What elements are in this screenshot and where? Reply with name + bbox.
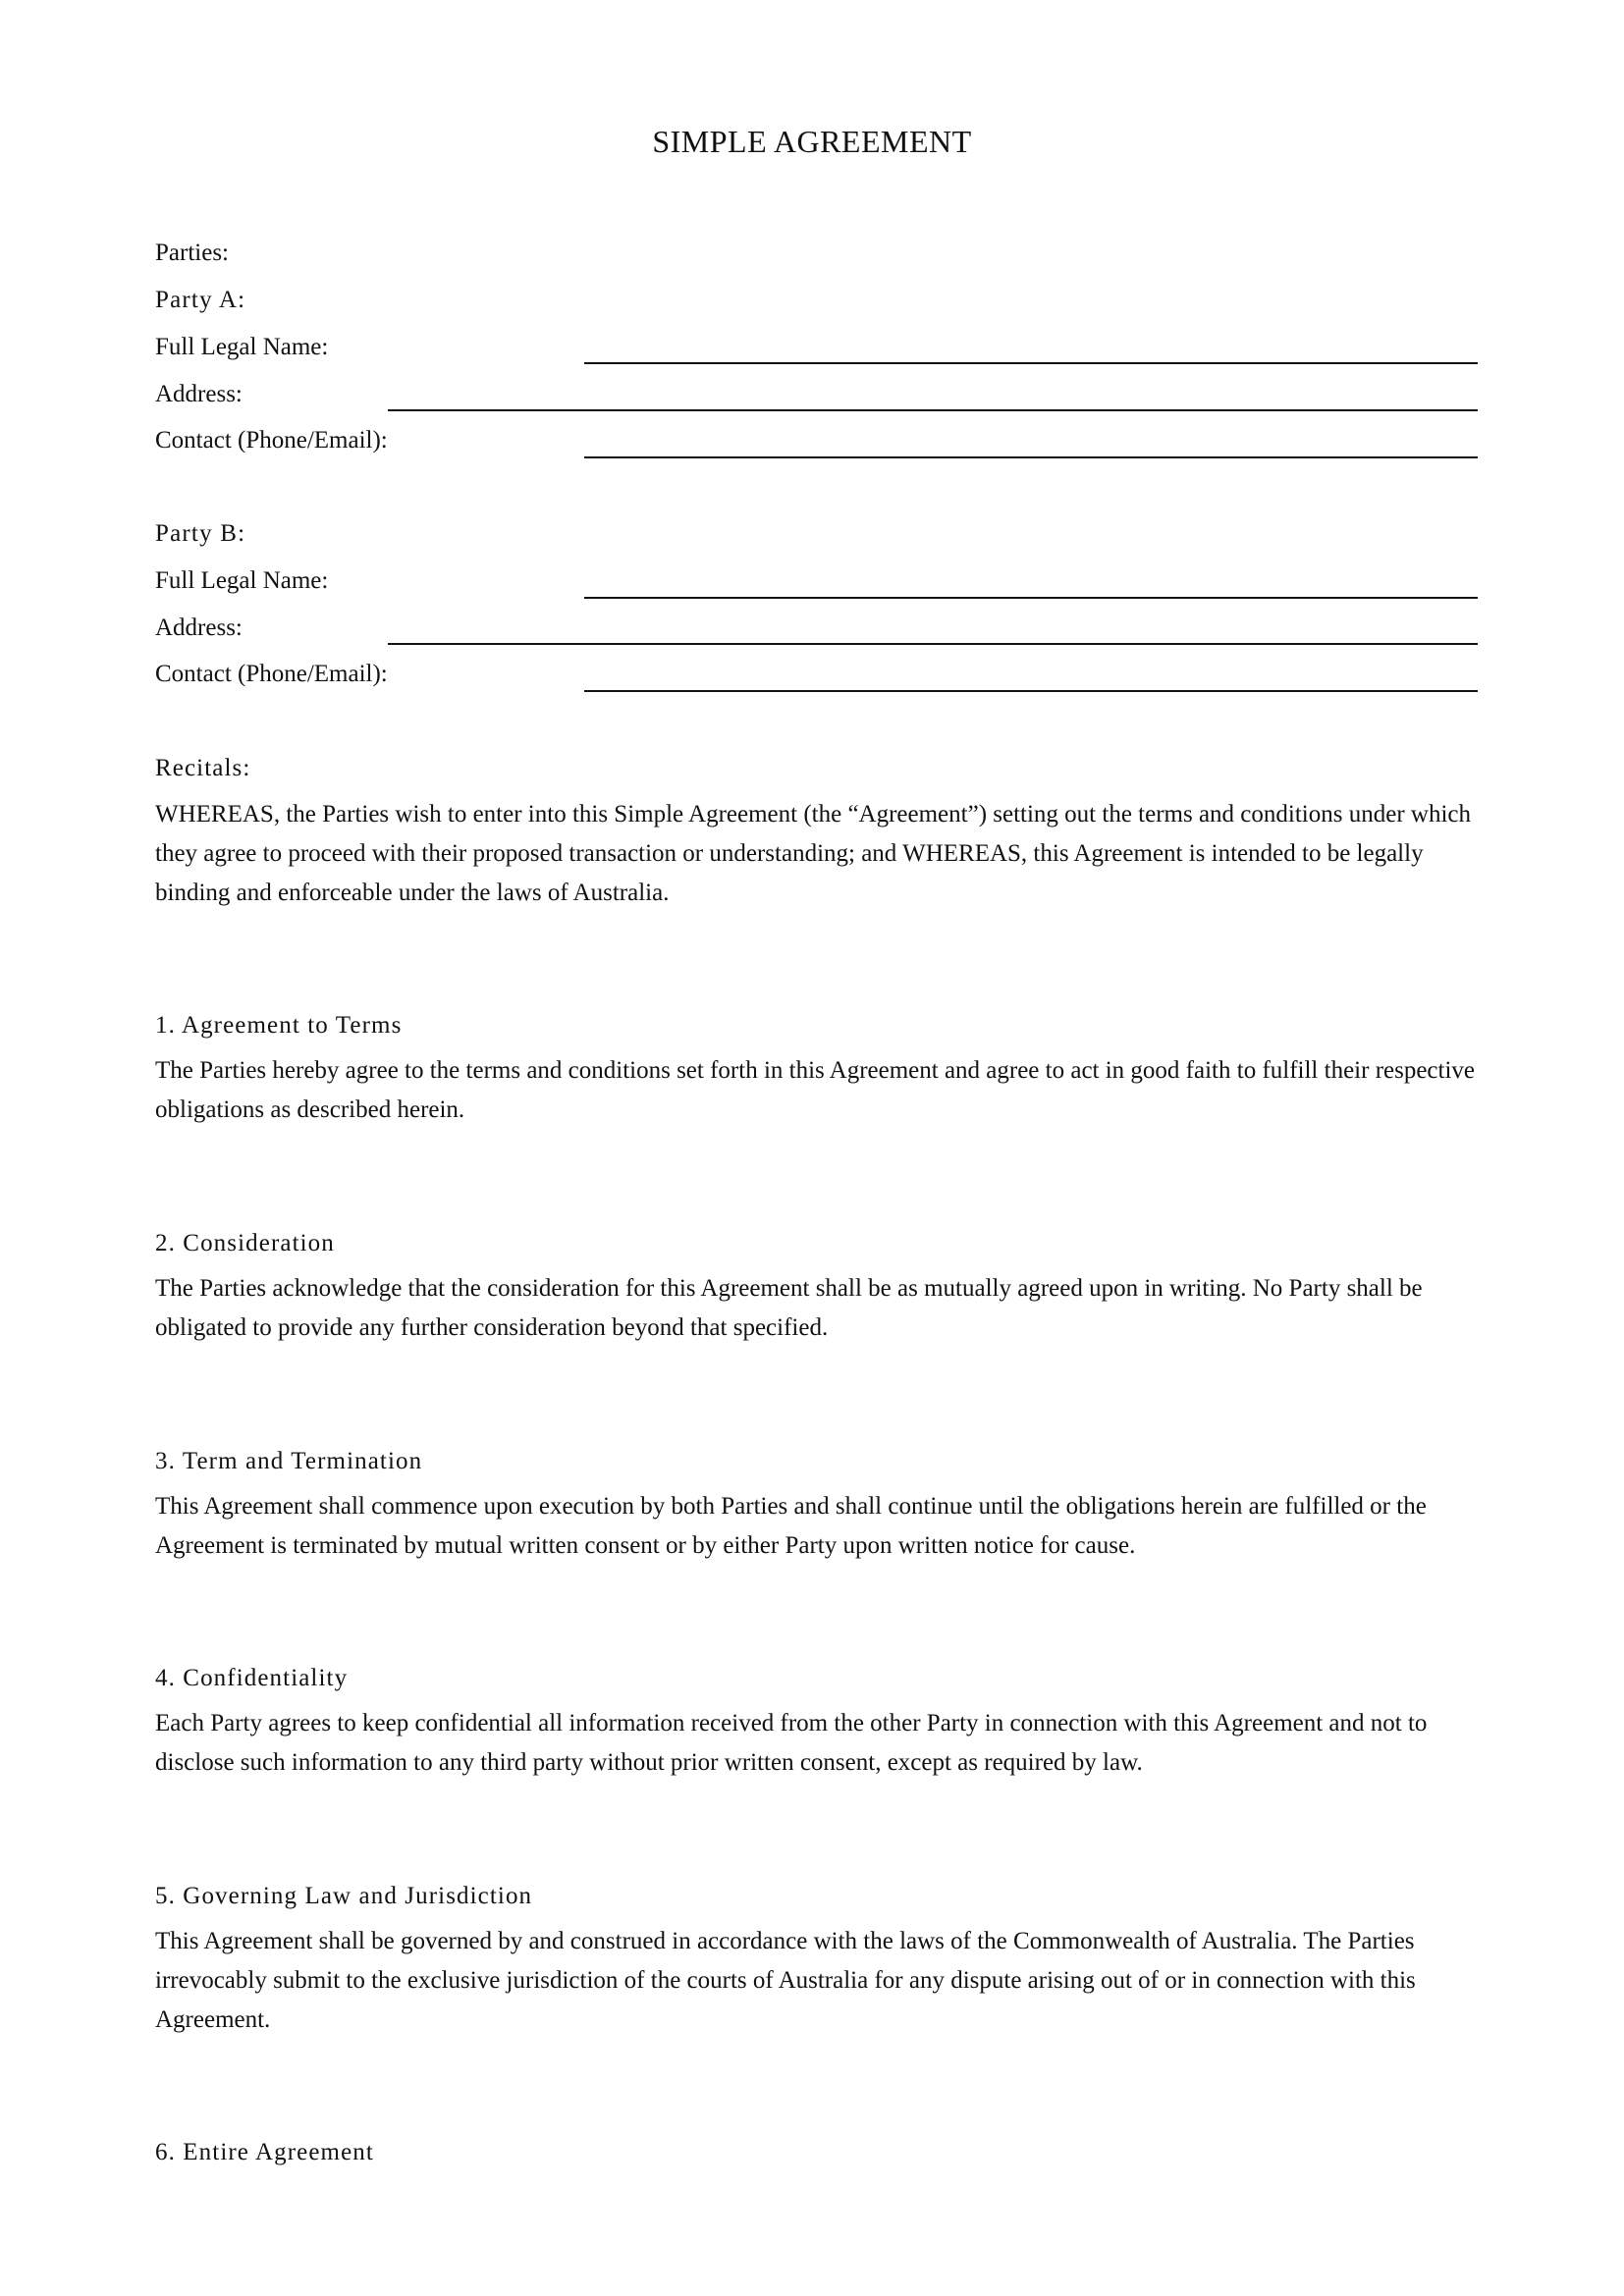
party-b-contact-label: Contact (Phone/Email): bbox=[155, 661, 388, 687]
section-2-text: The Parties acknowledge that the consideration for this Agreement shall be as mutually agreed upon in writing. No Party shall be obligated to provide any further consideration beyond that specified. bbox=[155, 1275, 1423, 1341]
party-a-address-field[interactable] bbox=[388, 409, 1478, 411]
party-b-contact-field[interactable] bbox=[584, 690, 1478, 692]
section-3-heading: 3. Term and Termination bbox=[155, 1448, 423, 1474]
recitals-heading: Recitals: bbox=[155, 755, 251, 781]
section-1-text: The Parties hereby agree to the terms and conditions set forth in this Agreement and agree to act in good faith to fulfill their respective obligations as described herein. bbox=[155, 1057, 1476, 1123]
party-a-name-field[interactable] bbox=[584, 362, 1478, 364]
recitals-text: WHEREAS, the Parties wish to enter into this Simple Agreement (the “Agreement”) setting out the terms and conditions under which they agree to proceed with their proposed transaction or understanding; and WHEREAS, this Agreement is intended to be legally binding and enforceable under the laws of Australia. bbox=[155, 801, 1471, 906]
party-b-name-label: Full Legal Name: bbox=[155, 567, 329, 594]
party-b-address-label: Address: bbox=[155, 614, 243, 641]
section-5-text: This Agreement shall be governed by and construed in accordance with the laws of the Commonwealth of Australia. The Parties irrevocably submit to the exclusive jurisdiction of the courts of Australia for any dispute arising out of or in connection with this Agreement. bbox=[155, 1928, 1416, 2033]
section-3-text: This Agreement shall commence upon execution by both Parties and shall continue until the obligations herein are fulfilled or the Agreement is terminated by mutual written consent or by either Party upon written notice for cause. bbox=[155, 1493, 1427, 1559]
section-5-heading: 5. Governing Law and Jurisdiction bbox=[155, 1883, 533, 1909]
party-a-address-label: Address: bbox=[155, 381, 243, 407]
section-2-heading: 2. Consideration bbox=[155, 1230, 335, 1256]
party-b-heading: Party B: bbox=[155, 520, 246, 547]
party-a-heading: Party A: bbox=[155, 287, 246, 313]
party-a-name-label: Full Legal Name: bbox=[155, 334, 329, 360]
party-b-address-field[interactable] bbox=[388, 643, 1478, 645]
party-a-contact-field[interactable] bbox=[584, 456, 1478, 458]
section-4-text: Each Party agrees to keep confidential all information received from the other Party in connection with this Agreement and not to disclose such information to any third party without prior written consent, except as required by law. bbox=[155, 1710, 1428, 1776]
party-a-contact-label: Contact (Phone/Email): bbox=[155, 427, 388, 454]
document-title: SIMPLE AGREEMENT bbox=[652, 124, 972, 159]
section-6-heading: 6. Entire Agreement bbox=[155, 2139, 374, 2165]
party-b-name-field[interactable] bbox=[584, 597, 1478, 599]
parties-label: Parties: bbox=[155, 240, 229, 266]
section-1-heading: 1. Agreement to Terms bbox=[155, 1012, 403, 1039]
section-4-heading: 4. Confidentiality bbox=[155, 1665, 349, 1691]
